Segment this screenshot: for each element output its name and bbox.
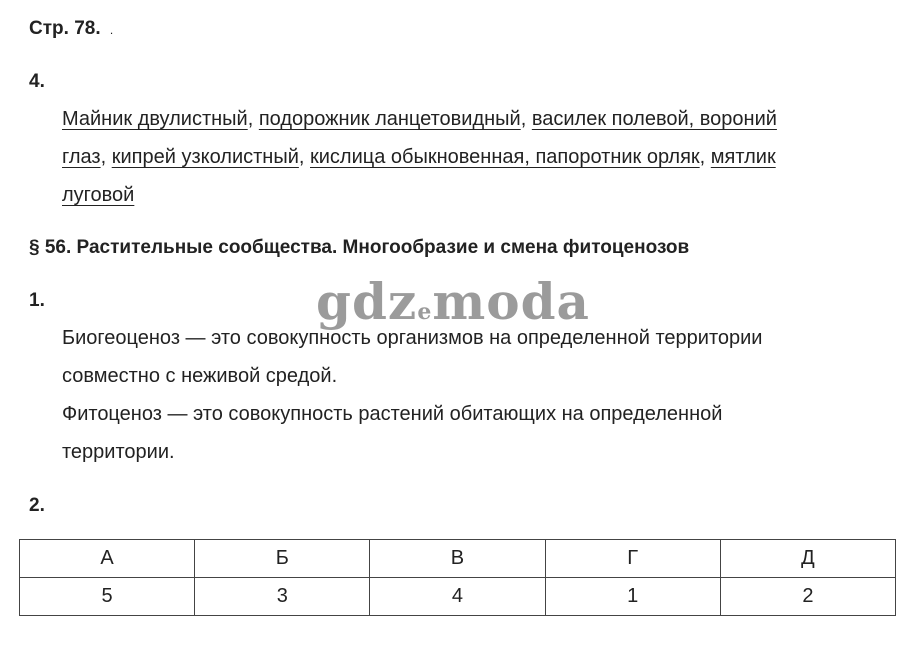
plant-item: кипрей узколистный bbox=[111, 146, 299, 168]
task1-answer bbox=[62, 319, 762, 471]
task4-line-3 bbox=[62, 176, 777, 214]
separator: , bbox=[298, 146, 310, 168]
table-cell: 5 bbox=[20, 578, 195, 616]
page-header-mark: . bbox=[109, 23, 114, 37]
plant-item: василек полевой, вороний bbox=[531, 108, 777, 130]
task1-number: 1. bbox=[29, 290, 45, 311]
task2-number: 2. bbox=[29, 495, 45, 516]
plant-item: подорожник ланцетовидный bbox=[258, 108, 521, 130]
plant-item: мятлик bbox=[710, 146, 776, 168]
task1-line: территории. bbox=[62, 441, 175, 463]
task4-line-1 bbox=[62, 100, 777, 138]
plant-item: Майник двулистный bbox=[62, 108, 248, 130]
separator: , bbox=[247, 108, 259, 130]
table-header-cell: А bbox=[20, 540, 195, 578]
task4-answer bbox=[62, 100, 777, 214]
section-title: § 56. Растительные сообщества. Многообразие и смена фитоценозов bbox=[29, 237, 690, 258]
table-cell: 1 bbox=[545, 578, 720, 616]
table-cell: 2 bbox=[720, 578, 895, 616]
answer-table bbox=[19, 539, 896, 616]
table-header-cell: Г bbox=[545, 540, 720, 578]
watermark-rest: moda bbox=[432, 272, 590, 331]
watermark-dot: e bbox=[417, 299, 433, 325]
table-row bbox=[20, 578, 896, 616]
plant-item: луговой bbox=[62, 184, 135, 206]
table-cell: 4 bbox=[370, 578, 545, 616]
plant-item: кислица обыкновенная, папоротник орляк bbox=[310, 146, 700, 168]
separator: , bbox=[100, 146, 112, 168]
separator: , bbox=[520, 108, 532, 130]
task4-line-2 bbox=[62, 138, 777, 176]
table-header-cell: В bbox=[370, 540, 545, 578]
watermark-main: gdz bbox=[316, 272, 418, 331]
page-header-text: Стр. 78. bbox=[29, 18, 101, 39]
task4-number: 4. bbox=[29, 71, 45, 92]
table-header-row bbox=[20, 540, 896, 578]
task1-line: Биогеоценоз — это совокупность организмов на определенной территории bbox=[62, 327, 763, 349]
plant-item: глаз bbox=[62, 146, 101, 168]
page-header bbox=[29, 18, 113, 40]
task1-line: Фитоценоз — это совокупность растений обитающих на определенной bbox=[62, 403, 723, 425]
table-header-cell: Д bbox=[720, 540, 895, 578]
task1-line: совместно с неживой средой. bbox=[62, 365, 338, 387]
table-header-cell: Б bbox=[195, 540, 370, 578]
table-cell: 3 bbox=[195, 578, 370, 616]
separator: , bbox=[699, 146, 711, 168]
